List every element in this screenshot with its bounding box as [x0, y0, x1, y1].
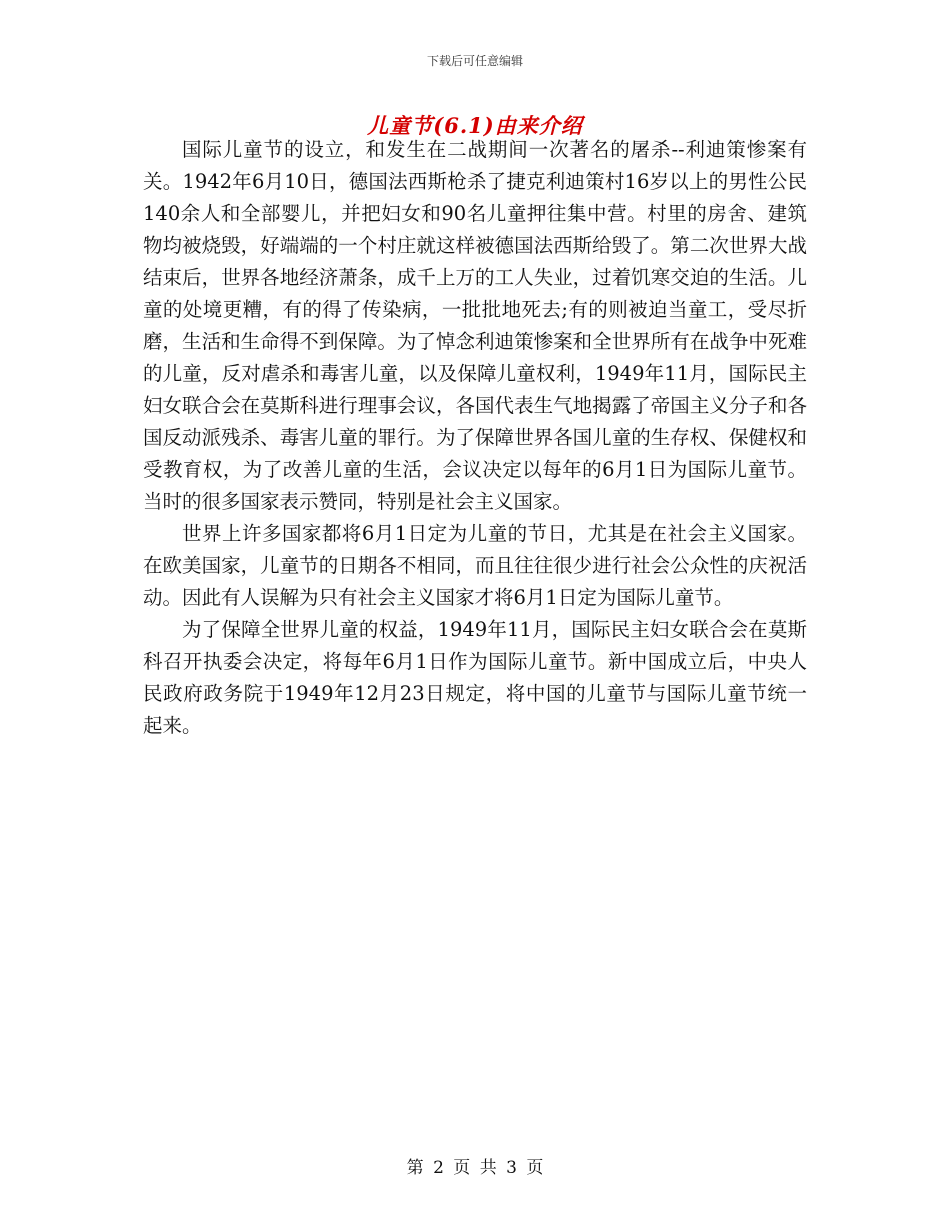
- paragraph-1: 国际儿童节的设立，和发生在二战期间一次著名的屠杀--利迪策惨案有关。1942年6月10日，德国法西斯枪杀了捷克利迪策村16岁以上的男性公民140余人和全部婴儿，并把妇女和90名儿童押往集中营。村里的房舍、建筑物均被烧毁，好端端的一个村庄就这样被德国法西斯给毁了。第二次世界大战结束后，世界各地经济萧条，成千上万的工人失业，过着饥寒交迫的生活。儿童的处境更糟，有的得了传染病，一批批地死去;有的则被迫当童工，受尽折磨，生活和生命得不到保障。为了悼念利迪策惨案和全世界所有在战争中死难的儿童，反对虐杀和毒害儿童，以及保障儿童权利，1949年11月，国际民主妇女联合会在莫斯科进行理事会议，各国代表生气地揭露了帝国主义分子和各国反动派残杀、毒害儿童的罪行。为了保障世界各国儿童的生存权、保健权和受教育权，为了改善儿童的生活，会议决定以每年的6月1日为国际儿童节。当时的很多国家表示赞同，特别是社会主义国家。: [143, 138, 807, 513]
- page-header: 下载后可任意编辑: [426, 54, 523, 68]
- document-body: [143, 134, 807, 742]
- document-title: 儿童节(6.1)由来介绍: [367, 113, 583, 138]
- paragraph-2: 世界上许多国家都将6月1日定为儿童的节日，尤其是在社会主义国家。在欧美国家，儿童节的日期各不相同，而且往往很少进行社会公众性的庆祝活动。因此有人误解为只有社会主义国家才将6月1日定为国际儿童节。: [143, 522, 807, 609]
- page-number-footer: 第 2 页 共 3 页: [406, 1158, 544, 1178]
- paragraph-3: 为了保障全世界儿童的权益，1949年11月，国际民主妇女联合会在莫斯科召开执委会决定，将每年6月1日作为国际儿童节。新中国成立后，中央人民政府政务院于1949年12月23日规定，将中国的儿童节与国际儿童节统一起来。: [143, 618, 807, 737]
